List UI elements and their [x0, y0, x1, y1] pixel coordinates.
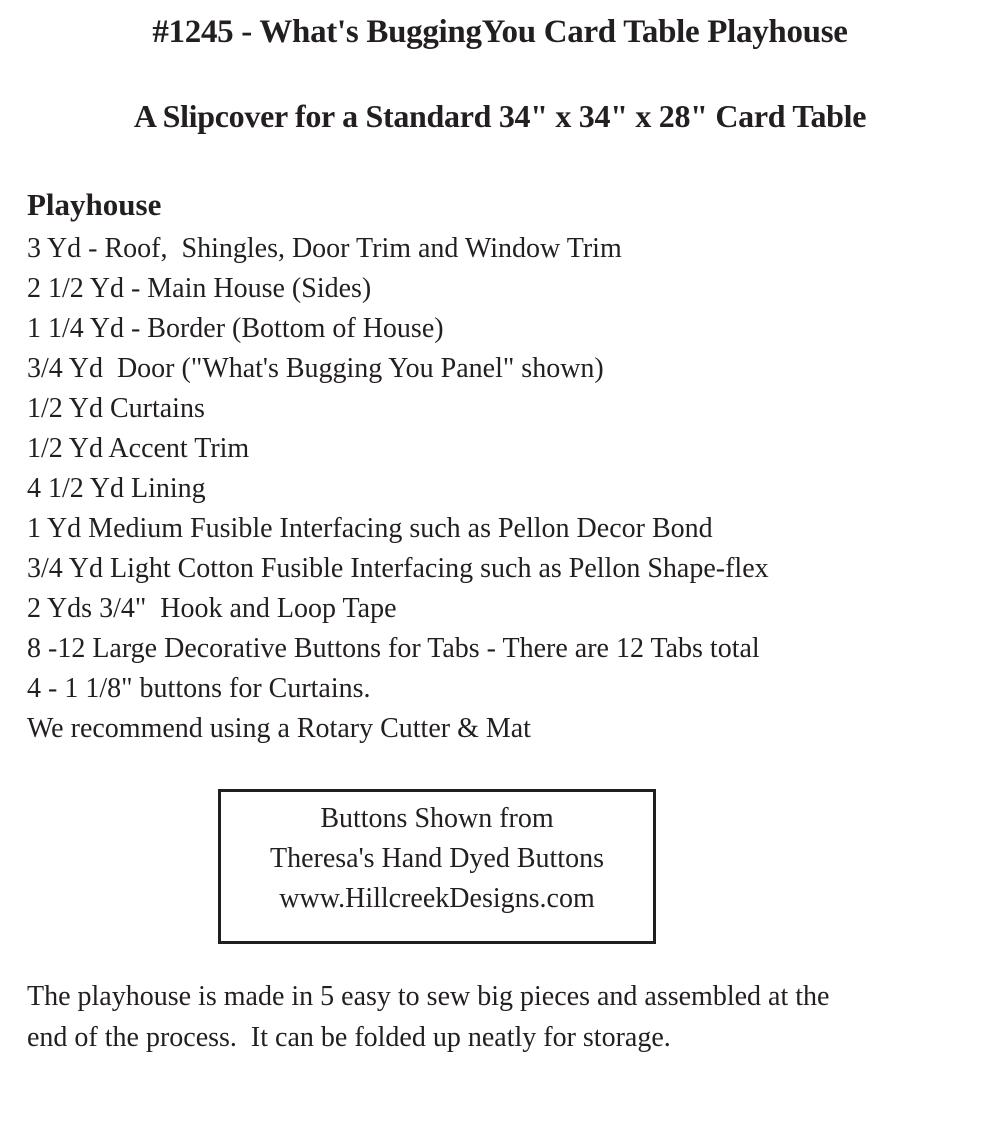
buttons-credit-website: www.HillcreekDesigns.com	[279, 883, 595, 914]
materials-item: 4 1/2 Yd Lining	[27, 473, 206, 504]
materials-item: 1 Yd Medium Fusible Interfacing such as Pellon Decor Bond	[27, 513, 713, 544]
buttons-credit-box	[218, 789, 656, 944]
materials-item: 1 1/4 Yd - Border (Bottom of House)	[27, 313, 444, 344]
materials-item: 4 - 1 1/8" buttons for Curtains.	[27, 673, 371, 704]
materials-item: 8 -12 Large Decorative Buttons for Tabs - There are 12 Tabs total	[27, 633, 760, 664]
materials-item: 3/4 Yd Door ("What's Bugging You Panel" shown)	[27, 353, 604, 384]
materials-item: 2 Yds 3/4" Hook and Loop Tape	[27, 593, 397, 624]
materials-item: 1/2 Yd Curtains	[27, 393, 205, 424]
document-title: #1245 - What's BuggingYou Card Table Playhouse	[152, 14, 848, 50]
materials-section-heading: Playhouse	[27, 187, 162, 222]
pattern-document-page	[0, 14, 1000, 1148]
assembly-note-line: end of the process. It can be folded up neatly for storage.	[27, 1022, 671, 1053]
buttons-credit-line: Theresa's Hand Dyed Buttons	[270, 843, 604, 874]
materials-item: 2 1/2 Yd - Main House (Sides)	[27, 273, 372, 304]
materials-item: 3 Yd - Roof, Shingles, Door Trim and Window Trim	[27, 233, 622, 264]
materials-list	[27, 229, 1000, 749]
materials-item: 3/4 Yd Light Cotton Fusible Interfacing such as Pellon Shape-flex	[27, 553, 769, 584]
buttons-credit-line: Buttons Shown from	[320, 803, 554, 834]
document-subtitle: A Slipcover for a Standard 34" x 34" x 28" Card Table	[133, 98, 867, 134]
materials-item: 1/2 Yd Accent Trim	[27, 433, 250, 464]
materials-item: We recommend using a Rotary Cutter & Mat	[27, 713, 531, 744]
assembly-note-line: The playhouse is made in 5 easy to sew big pieces and assembled at the	[27, 981, 830, 1012]
assembly-note-paragraph	[27, 976, 1000, 1058]
